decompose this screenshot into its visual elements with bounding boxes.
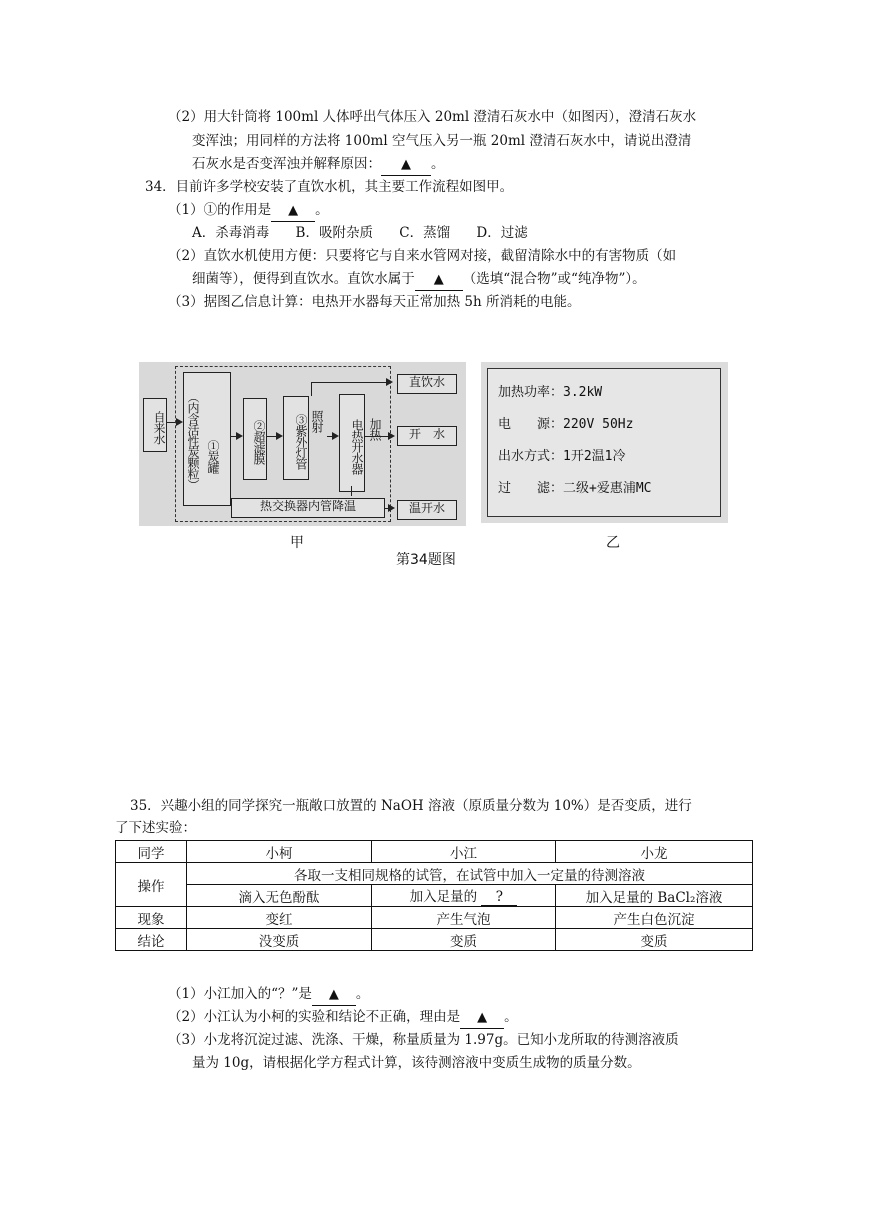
- flow-arrow: [365, 436, 393, 437]
- carbon-tank-label: ①炭罐: [206, 439, 220, 473]
- answer-blank: ▲: [415, 270, 463, 291]
- table-cell: 同学: [116, 841, 187, 863]
- q34-part1-text: （1）①的作用是: [168, 202, 272, 218]
- spec-row-filter: 过 滤：二级+爱惠浦MC: [498, 481, 652, 496]
- heat-exchanger-box: 热交换器内管降温: [231, 498, 385, 518]
- table-row: [116, 907, 753, 929]
- table-cell: 产生白色沉淀: [556, 907, 753, 929]
- caption-b: 乙: [606, 535, 620, 551]
- option-b: B．吸附杂质: [295, 225, 373, 241]
- q34-part2-line1: （2）直饮水机使用方便：只要将它与自来水管网对接，截留清除水中的有害物质（如: [168, 248, 677, 264]
- uv-action-label: 照射: [310, 410, 324, 432]
- flow-arrow: [385, 508, 393, 509]
- carbon-tank-note: （内含活性炭颗粒）: [186, 390, 200, 490]
- flow-line: [351, 486, 352, 496]
- q35-part3-line2: 量为 10g，请根据化学方程式计算，该待测溶液中变质生成物的质量分数。: [192, 1055, 641, 1071]
- table-cell: 现象: [116, 907, 187, 929]
- table-row: [116, 929, 753, 951]
- output-direct-box: 直饮水: [397, 374, 457, 394]
- q34-intro: 34．目前许多学校安装了直饮水机，其主要工作流程如图甲。: [145, 179, 514, 195]
- spec-plate-figure: [481, 362, 728, 523]
- answer-blank: ▲: [381, 155, 431, 176]
- flow-arrow: [327, 436, 337, 437]
- flow-arrow: [231, 436, 241, 437]
- table-cell: 各取一支相同规格的试管，在试管中加入一定量的待测溶液: [187, 863, 753, 885]
- experiment-table: [115, 840, 753, 951]
- table-row: [116, 841, 753, 863]
- table-cell: 小江: [372, 841, 556, 863]
- output-warm-box: 温开水: [397, 500, 457, 520]
- flow-arrow: [311, 382, 391, 383]
- option-d: D．过滤: [476, 225, 528, 241]
- q33-part2-line2: 变浑浊；用同样的方法将 100ml 空气压入另一瓶 20ml 澄清石灰水中，请说出澄清: [192, 133, 692, 149]
- table-cell-text: 加入足量的: [409, 889, 478, 905]
- spec-row-outlet: 出水方式：1开2温1冷: [498, 449, 626, 464]
- q35-part2-text: （2）小江认为小柯的实验和结论不正确，理由是: [168, 1009, 461, 1025]
- option-a: A．杀毒消毒: [192, 225, 270, 241]
- figure-title: 第34题图: [396, 552, 456, 568]
- uv-lamp-box: ③紫外灯管: [283, 396, 309, 480]
- q33-part2-line1: （2）用大针筒将 100ml 人体呼出气体压入 20ml 澄清石灰水中（如图丙），澄清石灰水: [168, 109, 697, 125]
- q34-part2-line2: [192, 269, 646, 291]
- answer-blank: ▲: [312, 985, 356, 1006]
- ultrafiltration-box: ②超滤膜: [243, 398, 267, 480]
- q34-options: [192, 223, 528, 243]
- spec-row-supply: 电 源：220V 50Hz: [498, 417, 634, 432]
- table-cell: 变质: [372, 929, 556, 951]
- output-boiling-box: 开 水: [397, 426, 457, 446]
- q35-part2-end: 。: [504, 1009, 518, 1025]
- source-box: 自来水: [143, 398, 167, 452]
- table-blank: ?: [481, 889, 517, 906]
- flow-line: [311, 382, 312, 396]
- table-cell: 小龙: [556, 841, 753, 863]
- q33-part2-line3-end: 。: [431, 156, 445, 172]
- caption-a: 甲: [290, 535, 304, 551]
- table-cell: 变红: [187, 907, 372, 929]
- q35-part1-end: 。: [355, 986, 370, 1002]
- heat-action-label: 加热: [368, 418, 382, 440]
- q35-part1: [168, 984, 369, 1006]
- table-cell: 加入足量的 BaCl₂溶液: [556, 885, 753, 907]
- q35-intro-line2: 了下述实验：: [115, 820, 196, 836]
- q34-part3: （3）据图乙信息计算：电热开水器每天正常加热 5h 所消耗的电能。: [168, 294, 581, 310]
- table-cell: 没变质: [187, 929, 372, 951]
- q35-part2: [168, 1007, 518, 1029]
- table-row: [116, 885, 753, 907]
- q35-intro-line1: 35．兴趣小组的同学探究一瓶敞口放置的 NaOH 溶液（原质量分数为 10%）是否变质，进行: [130, 798, 692, 814]
- carbon-tank-box: [183, 372, 231, 506]
- flow-diagram-figure: [139, 362, 466, 526]
- table-cell: 变质: [556, 929, 753, 951]
- q34-part2-end: （选填“混合物”或“纯净物”）。: [462, 271, 646, 287]
- q34-part1-end: 。: [315, 202, 329, 218]
- option-c: C．蒸馏: [399, 225, 451, 241]
- table-cell: 滴入无色酚酞: [187, 885, 372, 907]
- q35-part3-line1: （3）小龙将沉淀过滤、洗涤、干燥，称量质量为 1.97g。已知小龙所取的待测溶液质: [168, 1032, 679, 1048]
- q34-part1: [168, 200, 329, 222]
- answer-blank: ▲: [460, 1008, 504, 1029]
- spec-plate: [487, 368, 721, 517]
- table-cell: 结论: [116, 929, 187, 951]
- table-cell: 小柯: [187, 841, 372, 863]
- table-row: [116, 863, 753, 885]
- table-cell: 操作: [116, 863, 187, 907]
- table-cell: [372, 885, 556, 907]
- flow-arrow: [267, 436, 281, 437]
- spec-row-power: 加热功率：3.2kW: [498, 385, 603, 400]
- q34-part2-text: 细菌等），便得到直饮水。直饮水属于: [192, 271, 415, 287]
- table-cell: 产生气泡: [372, 907, 556, 929]
- q35-part1-text: （1）小江加入的“？”是: [168, 986, 312, 1002]
- q33-part2-line3: [192, 154, 445, 176]
- q33-part2-line3-text: 石灰水是否变浑浊并解释原因：: [192, 156, 381, 172]
- heater-box: 电热开水器: [339, 394, 365, 492]
- answer-blank: ▲: [271, 201, 315, 222]
